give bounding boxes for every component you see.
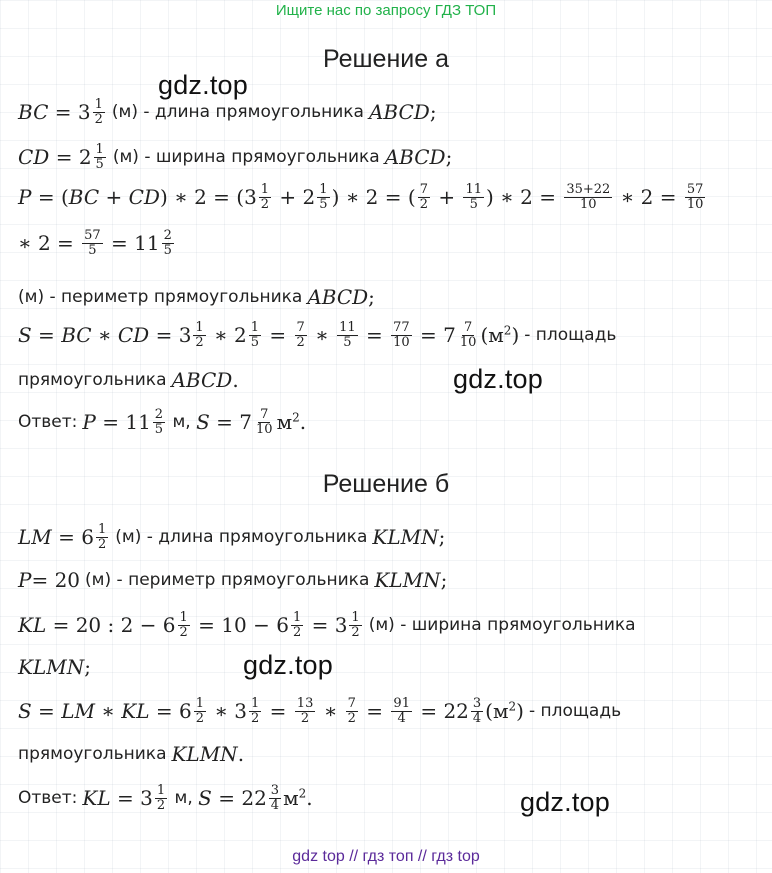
line-bc: BC = 3 $\frac{1}{2}$ (м) - длина прямоугольника ABCD ;	[18, 97, 437, 127]
footer-links[interactable]: gdz top // гдз топ // гдз top	[292, 848, 480, 865]
watermark: gdz.top	[520, 787, 610, 817]
watermark: gdz.top	[158, 70, 248, 100]
answer-b: Ответ: KL = 3 $\frac{1}{2}$ м, S = 22 $\frac{3}{4}$ $м^2$.	[18, 783, 313, 813]
line-kl: KL = 20 : 2 − 6 $\frac{1}{2}$ = 10 − 6 $\frac{1}{2}$ = 3 $\frac{1}{2}$ (м) - ширина прямоугольника	[18, 610, 636, 640]
line-p: P = 20 (м) - периметр прямоугольника KLMN ;	[18, 568, 448, 592]
line-area-b-formula: S = LM ∗ KL = 6 $\frac{1}{2}$ ∗ 3 $\frac{1}{2}$ = $\frac{13}{2}$ ∗ $\frac{7}{2}$ = $\frac{91}{4}$ = 22 $\frac{3}{4}$ $(м^2)$ - площадь	[18, 696, 622, 726]
line-area-formula: S = BC ∗ CD = 3 $\frac{1}{2}$ ∗ 2 $\frac{1}{5}$ = $\frac{7}{2}$ ∗ $\frac{11}{5}$ = $\frac{77}{10}$ = 7 $\frac{7}{10}$ $(м^2)$ - площадь	[18, 320, 617, 350]
line-area-label: прямоугольника ABCD .	[18, 368, 239, 392]
line-lm: LM = 6 $\frac{1}{2}$ (м) - длина прямоугольника KLMN ;	[18, 522, 446, 552]
line-kl-name: KLMN ;	[18, 655, 91, 679]
top-banner[interactable]: Ищите нас по запросу ГДЗ ТОП	[275, 2, 497, 19]
fraction: $\frac{1}{5}$	[95, 142, 104, 172]
heading-solution-b: Решение б	[322, 470, 450, 498]
watermark: gdz.top	[453, 364, 543, 394]
line-perimeter-continuation: ∗ 2 = $\frac{57}{5}$ = 11 $\frac{2}{5}$	[18, 228, 172, 258]
fraction: $\frac{1}{2}$	[94, 97, 103, 127]
line-area-b-label: прямоугольника KLMN .	[18, 742, 245, 766]
watermark: gdz.top	[243, 650, 333, 680]
line-perimeter-formula: P = ( BC + CD ) ∗ 2 = (3 $\frac{1}{2}$ + 2 $\frac{1}{5}$ ) ∗ 2 = ( $\frac{7}{2}$ + $\frac{11}{5}$ ) ∗ 2 = $\frac{35+22}{10}$ ∗ 2 = $\frac{57}{10}$	[18, 182, 704, 212]
line-perimeter-label: (м) - периметр прямоугольника ABCD ;	[18, 285, 375, 309]
heading-solution-a: Решение а	[323, 45, 449, 73]
answer-a: Ответ: P = 11 $\frac{2}{5}$ м, S = 7 $\frac{7}{10}$ $м^2$.	[18, 407, 307, 437]
line-cd: CD = 2 $\frac{1}{5}$ (м) - ширина прямоугольника ABCD ;	[18, 142, 453, 172]
